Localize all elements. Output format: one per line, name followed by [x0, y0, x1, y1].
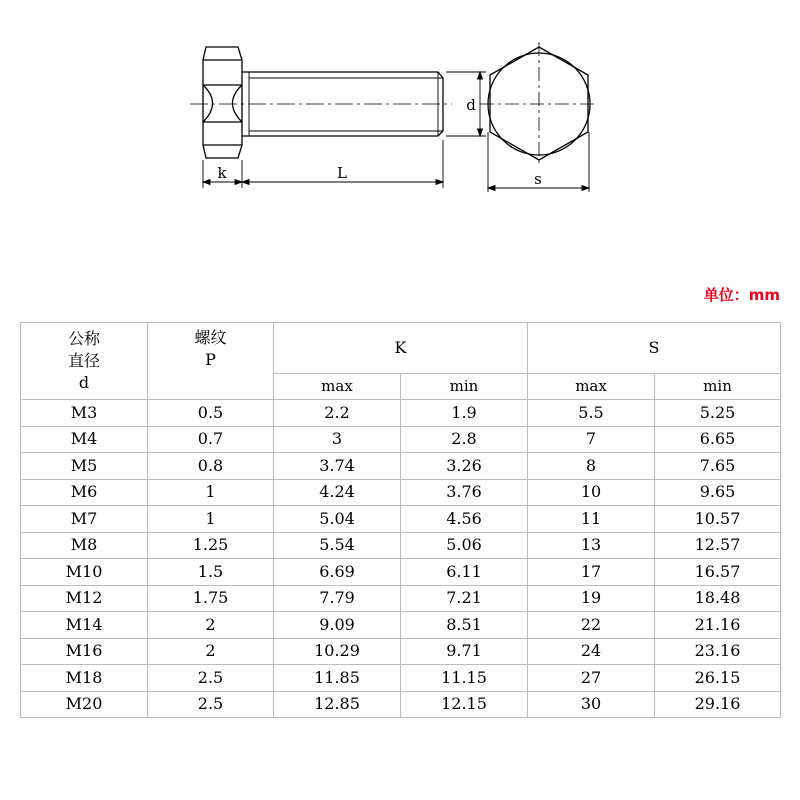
cell-k-min: 5.06: [401, 532, 528, 559]
table-row: [21, 638, 781, 665]
cell-nominal-diameter: M8: [21, 532, 148, 559]
cell-s-min: 23.16: [655, 638, 781, 665]
unit-label: 单位：mm: [703, 286, 780, 304]
table-row: [21, 612, 781, 639]
cell-k-min: 3.76: [401, 479, 528, 506]
cell-k-max: 12.85: [274, 691, 401, 718]
cell-s-min: 12.57: [655, 532, 781, 559]
cell-s-max: 22: [528, 612, 655, 639]
cell-thread-pitch: 1: [148, 506, 274, 533]
cell-s-min: 16.57: [655, 559, 781, 586]
cell-nominal-diameter: M20: [21, 691, 148, 718]
header-s-max: max: [528, 374, 655, 400]
cell-k-min: 3.26: [401, 453, 528, 480]
cell-k-max: 5.04: [274, 506, 401, 533]
cell-nominal-diameter: M14: [21, 612, 148, 639]
cell-s-max: 30: [528, 691, 655, 718]
table-row: [21, 426, 781, 453]
cell-thread-pitch: 1: [148, 479, 274, 506]
cell-k-min: 7.21: [401, 585, 528, 612]
cell-k-min: 8.51: [401, 612, 528, 639]
cell-nominal-diameter: M16: [21, 638, 148, 665]
table-row: [21, 400, 781, 427]
cell-s-max: 7: [528, 426, 655, 453]
header-nominal-line3: d: [78, 373, 90, 392]
cell-thread-pitch: 0.7: [148, 426, 274, 453]
cell-s-min: 10.57: [655, 506, 781, 533]
header-pitch-line2: P: [205, 350, 216, 369]
cell-nominal-diameter: M6: [21, 479, 148, 506]
cell-k-max: 3: [274, 426, 401, 453]
cell-k-max: 10.29: [274, 638, 401, 665]
cell-k-min: 9.71: [401, 638, 528, 665]
cell-k-min: 12.15: [401, 691, 528, 718]
cell-thread-pitch: 0.8: [148, 453, 274, 480]
cell-k-max: 5.54: [274, 532, 401, 559]
table-row: [21, 453, 781, 480]
cell-s-max: 27: [528, 665, 655, 692]
cell-k-max: 11.85: [274, 665, 401, 692]
cell-thread-pitch: 2: [148, 612, 274, 639]
cell-k-min: 11.15: [401, 665, 528, 692]
cell-s-min: 18.48: [655, 585, 781, 612]
cell-k-min: 1.9: [401, 400, 528, 427]
label-k: k: [217, 164, 227, 182]
cell-thread-pitch: 1.5: [148, 559, 274, 586]
bolt-head: [203, 47, 242, 158]
cell-thread-pitch: 2.5: [148, 665, 274, 692]
header-row-1: [21, 323, 781, 374]
header-nominal-diameter: [21, 323, 148, 400]
cell-s-max: 17: [528, 559, 655, 586]
label-d: d: [466, 96, 476, 114]
table-row: [21, 559, 781, 586]
cell-k-max: 3.74: [274, 453, 401, 480]
table-row: [21, 532, 781, 559]
cell-k-max: 6.69: [274, 559, 401, 586]
header-k-min: min: [401, 374, 528, 400]
cell-k-min: 4.56: [401, 506, 528, 533]
cell-k-min: 6.11: [401, 559, 528, 586]
cell-nominal-diameter: M7: [21, 506, 148, 533]
cell-s-min: 29.16: [655, 691, 781, 718]
header-k-max: max: [274, 374, 401, 400]
cell-s-min: 21.16: [655, 612, 781, 639]
cell-nominal-diameter: M12: [21, 585, 148, 612]
cell-s-max: 19: [528, 585, 655, 612]
header-nominal-line2: 直径: [67, 351, 100, 370]
cell-s-max: 24: [528, 638, 655, 665]
cell-thread-pitch: 0.5: [148, 400, 274, 427]
spec-table: [20, 322, 781, 718]
header-s-group: S: [528, 323, 781, 374]
cell-nominal-diameter: M18: [21, 665, 148, 692]
cell-s-min: 9.65: [655, 479, 781, 506]
cell-s-min: 7.65: [655, 453, 781, 480]
cell-s-max: 8: [528, 453, 655, 480]
label-s: s: [534, 170, 542, 188]
cell-nominal-diameter: M4: [21, 426, 148, 453]
cell-thread-pitch: 1.25: [148, 532, 274, 559]
cell-k-min: 2.8: [401, 426, 528, 453]
label-l: L: [337, 164, 347, 182]
header-nominal-line1: 公称: [67, 329, 100, 348]
table-row: [21, 691, 781, 718]
cell-thread-pitch: 2.5: [148, 691, 274, 718]
cell-nominal-diameter: M5: [21, 453, 148, 480]
cell-s-min: 5.25: [655, 400, 781, 427]
cell-nominal-diameter: M3: [21, 400, 148, 427]
cell-k-max: 4.24: [274, 479, 401, 506]
cell-s-max: 5.5: [528, 400, 655, 427]
cell-thread-pitch: 2: [148, 638, 274, 665]
cell-k-max: 9.09: [274, 612, 401, 639]
cell-s-max: 11: [528, 506, 655, 533]
table-row: [21, 585, 781, 612]
header-pitch-line1: 螺纹: [194, 328, 227, 347]
cell-k-max: 7.79: [274, 585, 401, 612]
bolt-side-view: [203, 47, 443, 158]
cell-s-min: 26.15: [655, 665, 781, 692]
bolt-drawing: [0, 0, 800, 240]
cell-thread-pitch: 1.75: [148, 585, 274, 612]
cell-s-min: 6.65: [655, 426, 781, 453]
cell-k-max: 2.2: [274, 400, 401, 427]
cell-s-max: 10: [528, 479, 655, 506]
table-row: [21, 506, 781, 533]
cell-nominal-diameter: M10: [21, 559, 148, 586]
header-k-group: K: [274, 323, 528, 374]
table-row: [21, 479, 781, 506]
header-thread-pitch: [148, 323, 274, 400]
cell-s-max: 13: [528, 532, 655, 559]
header-s-min: min: [655, 374, 781, 400]
table-row: [21, 665, 781, 692]
